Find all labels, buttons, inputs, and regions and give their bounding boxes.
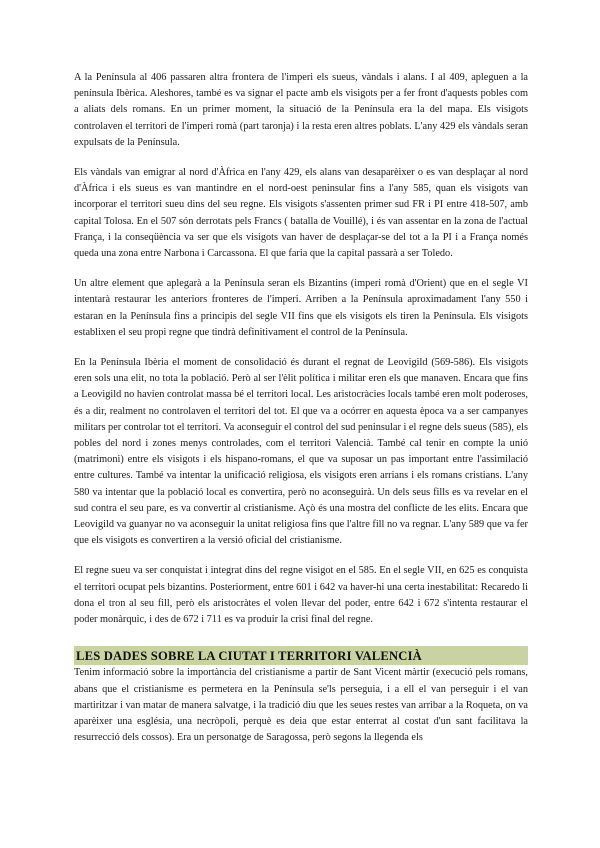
- paragraph-invasions: A la Península al 406 passaren altra frontera de l'imperi els sueus, vàndals i alans. I al 409, apleguen a la península Ibèrica. Aleshores, també es va signar el pacte amb els visigots per a fer front d'aquests pobles com a aliats dels romans. En un primer moment, la situació de la Península era la del mapa. Els visigots controlaven el territori de l'imperi romà (part taronja) i la resta eren altres poblats. L'any 429 els vàndals seran expulsats de la Península.: [74, 72, 528, 148]
- paragraph-byzantines: Un altre element que aplegarà a la Península seran els Bizantins (imperi romà d'Orient) que en el segle VI intentarà restaurar les anteriors fronteres de l'imperi. Arriben a la Península aproximadament l'any 550 i estaran en la Península fins a principis del segle VII fins que els visigots els tiren la Península. Els visigots establixen el seu propi regne que tindrà definitivament el control de la Península.: [74, 278, 528, 338]
- paragraph-vandals-visigoths: Els vàndals van emigrar al nord d'Àfrica en l'any 429, els alans van desaparèixer o es van desplaçar al nord d'Àfrica i els sueus es van mantindre en el nord-oest peninsular fins a l'any 585, quan els visigots van incorporar el territori sueu dins del seu regne. Els visigots s'assenten primer sud FR i PI entre 418-507, amb capital Tolosa. En el 507 són derrotats pels Francs ( batalla de Vouillé), i és van assentar en la zona de l'actual França, i la conseqüència va ser que els visigots van haver de desplaçar-se del tot a la PI i a França només queda una zona entre Narbona i Carcassona. El que faria que la capital passarà a ser Toledo.: [74, 167, 528, 260]
- section-heading: LES DADES SOBRE LA CIUTAT I TERRITORI VALENCIÀ: [74, 646, 528, 665]
- paragraph-valencia: Tenim informació sobre la importància del cristianisme a partir de Sant Vicent màrtir (execució pels romans, abans que el cristianisme es permetera en la Península se'ls perseguia, i a ell el van perseguir i el van martiritzar i van matar de manera salvatge, i la tradició diu que les seues restes van arribar a la Roqueta, on va aparèixer una església, una necròpoli, perquè es deia que estar enterrat al costat d'un sant facilitava la resurrecció dels cossos). Era un personatge de Saragossa, però segons la llegenda els: [74, 667, 528, 744]
- paragraph-suevic-kingdom: El regne sueu va ser conquistat i integrat dins del regne visigot en el 585. En el segle VII, en 625 es conquista el territori ocupat pels bizantins. Posteriorment, entre 601 i 642 va haver-hi una certa inestabilitat: Recaredo li dona el tron al seu fill, però els aristocràtes el volen llevar del poder, entre 642 i 672 s'intenta restaurar el poder monàrquic, i des de 672 i 711 es va produir la crisi final del regne.: [74, 565, 528, 626]
- paragraph-leovigild: En la Península Ibèria el moment de consolidació és durant el regnat de Leovigild (569-586). Els visigots eren sols una elit, no tota la població. Però al ser l'èlit política i militar eren els que manaven. Encara que fins a Leovigild no havien controlat massa bé el territori local. Les aristocràcies locals també eren molt poderoses, és a dir, realment no controlaven el territori del tot. El que va a ocórrer en aquesta època va a ser campanyes militars per controlar tot el territori. Va aconseguir el control del sud peninsular i el regne dels sueus (585), els pobles del nord i zones menys controlades, com el territori Valencià. També cal tenir en compte la unió (matrimoni) entre els visigots i els hispano-romans, el que va suposar un pas important entre l'assimilació entre cultures. També va intentar la unificació religiosa, els visigots eren arrians i els romans cristians. L'any 580 va intentar que la població local es convertira, però no aconseguirà. Un dels seus fills es va revelar en el sud contra el seu pare, es va convertir al cristianisme. Açò és una mostra del conflicte de les elits. Encara que Leovigild va guanyar no va aconseguir la unitat religiosa fins que l'altre fill no va regnar. L'any 589 que va fer que els visigots es convertiren a la versió oficial del cristianisme.: [74, 357, 528, 547]
